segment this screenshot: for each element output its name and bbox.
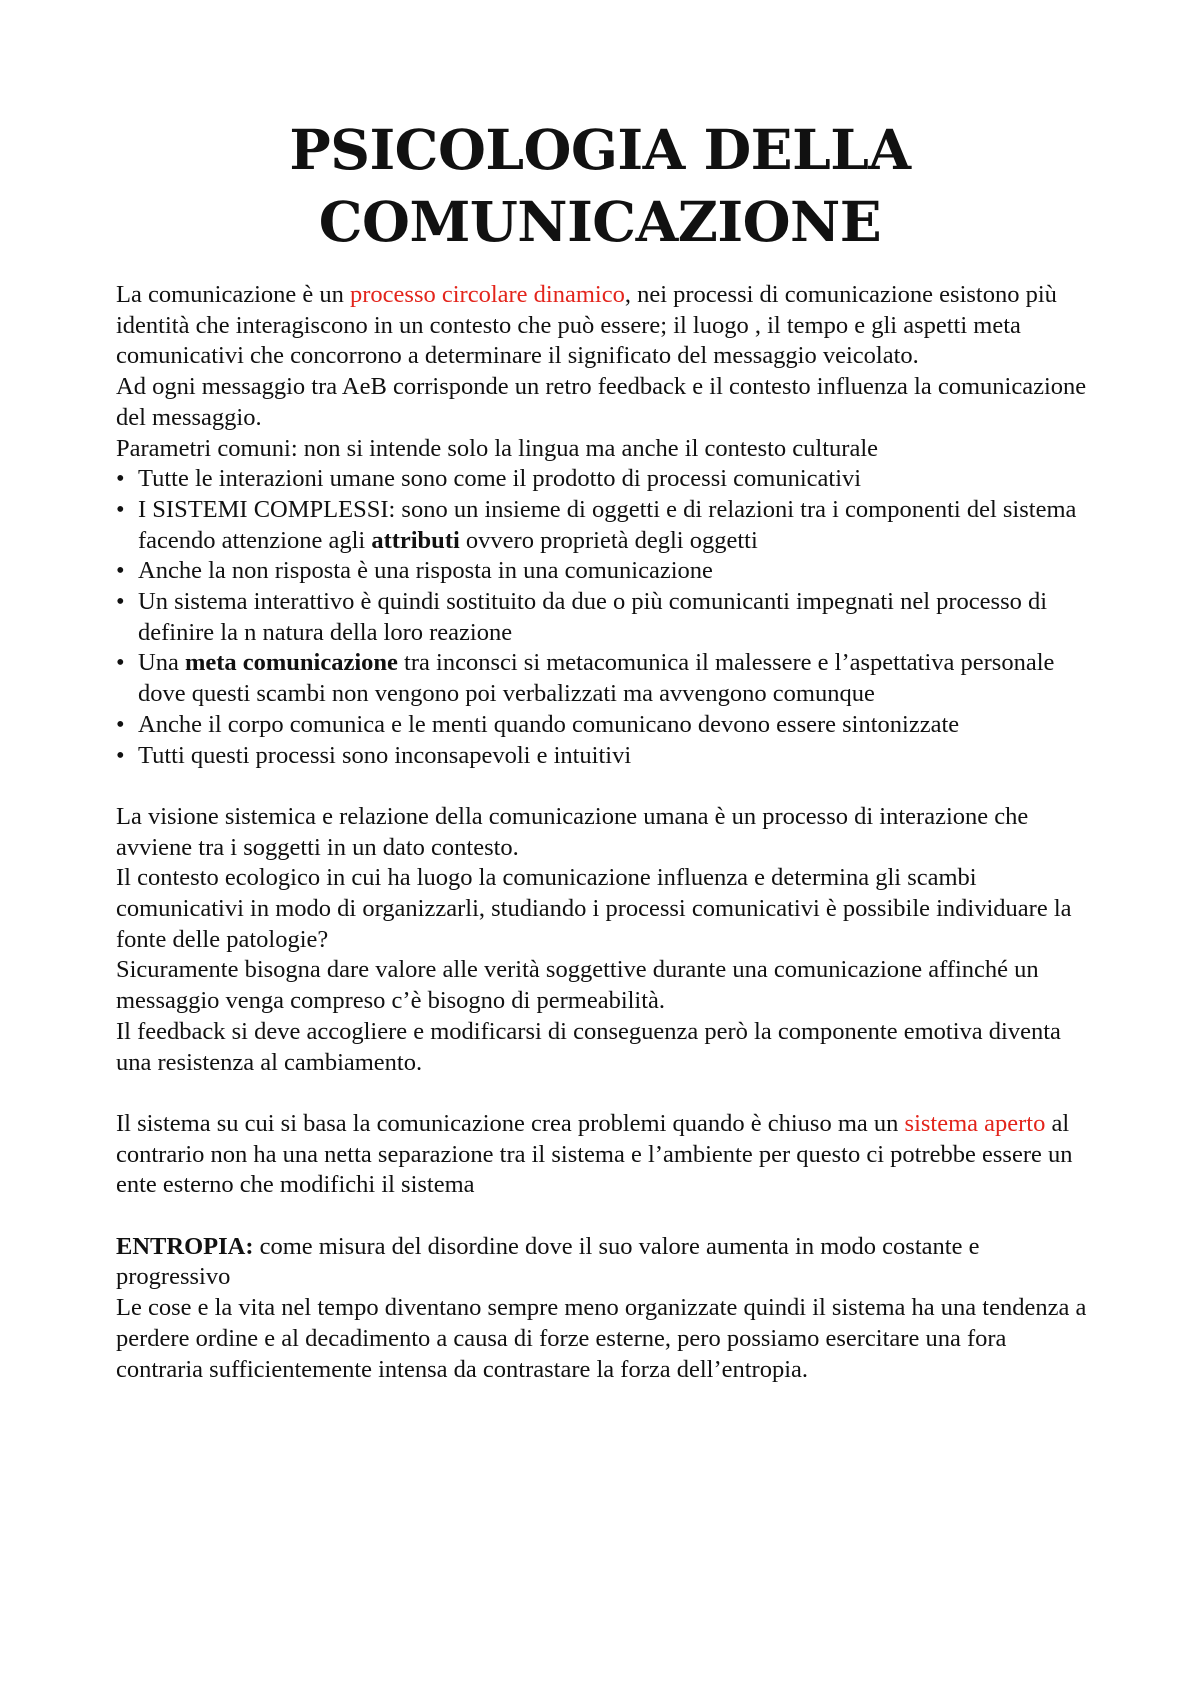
paragraph-spacer [116, 771, 1096, 802]
entropia-term: ENTROPIA: [116, 1232, 254, 1260]
list-item-text: Un sistema interattivo è quindi sostituito da due o più comunicanti impegnati nel processo di definire la n natura della loro reazione [138, 588, 1048, 646]
list-item-text: tra inconsci si metacomunica il malessere e l’aspettativa personale dove questi scambi non vengono poi verbalizzati ma avvengono comunque [138, 649, 1055, 708]
intro-text-b: , nei processi di comunicazione esistono più identità che interagiscono in un contesto che può essere; il luogo , il tempo e gli aspetti meta comunicativi che concorrono a determinare il significato del messaggio veicolato. [116, 281, 1057, 370]
list-item-text: Tutte le interazioni umane sono come il prodotto di processi comunicativi [138, 465, 862, 493]
paragraph-spacer [116, 1078, 1096, 1109]
section2-paragraph-3: Sicuramente bisogna dare valore alle verità soggettive durante una comunicazione affinché un messaggio venga compreso c’è bisogno di permeabilità. [116, 956, 1039, 1015]
list-item-text: I SISTEMI COMPLESSI: sono un insieme di oggetti e di relazioni tra i componenti del sistema facendo attenzione agli [138, 495, 1077, 554]
list-item [116, 587, 1096, 648]
intro-paragraph-3: Parametri comuni: non si intende solo la lingua ma anche il contesto culturale [116, 434, 879, 462]
list-item-text: Anche il corpo comunica e le menti quando comunicano devono essere sintonizzate [138, 710, 960, 738]
list-item-text: ovvero proprietà degli oggetti [459, 526, 758, 554]
paragraph-spacer [116, 1201, 1096, 1232]
title-line-1: PSICOLOGIA DELLA [289, 117, 911, 182]
intro-text-a: La comunicazione è un [116, 281, 351, 308]
list-item [116, 464, 1096, 495]
page-title [0, 114, 1200, 258]
section2-paragraph-2: Il contesto ecologico in cui ha luogo la comunicazione influenza e determina gli scambi comunicativi in modo di organizzarli, studiando i processi comunicativi è possibile individuare la fonte delle patologie? [116, 864, 1072, 953]
bullet-icon: • [116, 588, 125, 616]
intro-paragraph-1 [116, 280, 1096, 372]
list-item [116, 741, 1096, 772]
bullet-icon: • [116, 649, 125, 677]
bullet-list [116, 464, 1096, 771]
bold-term-meta-comunicazione: meta comunicazione [184, 649, 398, 677]
entropia-definition [116, 1232, 1096, 1293]
title-line-2: COMUNICAZIONE [318, 189, 882, 254]
document-body [116, 280, 1096, 1385]
entropia-definition-text: come misura del disordine dove il suo valore aumenta in modo costante e progressivo [116, 1232, 980, 1291]
bold-term-attributi: attributi [371, 526, 460, 554]
list-item-text: Tutti questi processi sono inconsapevoli e intuitivi [138, 741, 632, 769]
bullet-icon: • [116, 495, 125, 523]
highlight-processo-circolare: processo circolare dinamico [350, 281, 625, 308]
bullet-icon: • [116, 465, 125, 493]
intro-paragraph-2: Ad ogni messaggio tra AeB corrisponde un retro feedback e il contesto influenza la comunicazione del messaggio. [116, 373, 1087, 431]
bullet-icon: • [116, 741, 125, 769]
list-item [116, 648, 1096, 709]
section3-text-b: al contrario non ha una netta separazione tra il sistema e l’ambiente per questo ci potrebbe essere un ente esterno che modifichi il sistema [116, 1109, 1073, 1199]
list-item [116, 556, 1096, 587]
list-item [116, 710, 1096, 741]
section3-paragraph-1 [116, 1109, 1096, 1201]
bullet-icon: • [116, 710, 125, 738]
section2-paragraph-4: Il feedback si deve accogliere e modificarsi di conseguenza però la componente emotiva diventa una resistenza al cambiamento. [116, 1017, 1061, 1076]
section2-paragraph-1: La visione sistemica e relazione della comunicazione umana è un processo di interazione che avviene tra i soggetti in un dato contesto. [116, 802, 1029, 861]
section3-text-a: Il sistema su cui si basa la comunicazione crea problemi quando è chiuso ma un [116, 1109, 905, 1137]
bullet-icon: • [116, 557, 125, 585]
list-item-text: Una [138, 649, 185, 677]
list-item [116, 495, 1096, 556]
list-item-text: Anche la non risposta è una risposta in una comunicazione [138, 557, 713, 585]
section4-paragraph-2: Le cose e la vita nel tempo diventano sempre meno organizzate quindi il sistema ha una tendenza a perdere ordine e al decadimento a causa di forze esterne, pero possiamo esercitare una fora contraria sufficientemente intensa da contrastare la forza dell’entropia. [116, 1294, 1087, 1383]
highlight-sistema-aperto: sistema aperto [904, 1109, 1046, 1137]
